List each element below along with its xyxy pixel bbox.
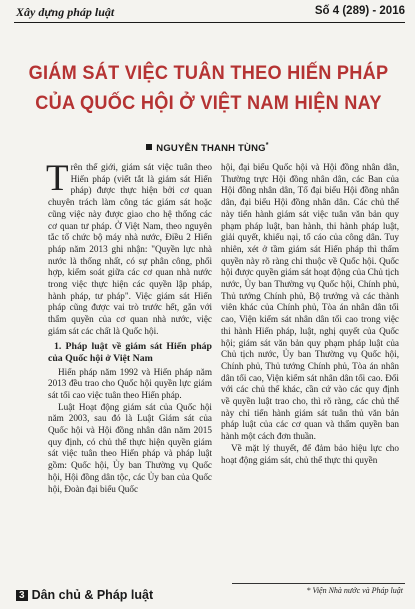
page-footer [16,588,153,602]
body-column-right [221,162,399,466]
paragraph: Hiến pháp năm 1992 và Hiến pháp năm 2013 đều trao cho Quốc hội quyền lực giám sát tối cao việc tuân theo Hiến pháp. [48,366,212,400]
footnote: * Viện Nhà nước và Pháp luật [306,586,403,595]
header-issue: Số 4 (289) - 2016 [314,5,405,17]
article-title [28,58,390,118]
running-header [16,4,405,24]
paragraph: Về mặt lý thuyết, để đảm bảo hiệu lực cho hoạt động giám sát, chủ thể thực thi quyền [221,442,399,465]
paragraph: Trên thế giới, giám sát việc tuân theo Hiến pháp (viết tắt là giám sát Hiến pháp) được thực hiện bởi cơ quan chuyên trách làm công tác giám sát hoặc cũng việc này được giao cho hệ thống các cơ quan tư pháp. Ở Việt Nam, theo nguyên tắc tổ chức bộ máy nhà nước, Điều 2 Hiến pháp năm 2013 ghi nhận: "Quyền lực nhà nước là thống nhất, có sự phân công, phối hợp, kiểm soát giữa các cơ quan nhà nước trong việc thực hiện các quyền lập pháp, hành pháp, tư pháp". Việc giám sát Hiến pháp cũng được vai trò trước hết, gắn với thẩm quyền của cơ quan nhà nước, việc giám sát các chất là Quốc hội. [46,158,212,336]
author-bullet-icon [146,144,152,150]
footnote-rule [232,583,405,584]
body-column-left [46,158,212,495]
paragraph: Luật Hoạt động giám sát của Quốc hội năm 2003, sau đó là Luật Giám sát của Quốc hội và Hội đồng nhân dân năm 2015 quy định, có chủ thể thực hiện quyền giám sát việc tuân theo Hiến pháp và pháp luật gồm: Quốc hội, Ủy ban Thường vụ Quốc hội, Hội đồng dân tộc, các Ủy ban của Quốc hội, Đoàn đại biểu Quốc [48,401,212,494]
drop-cap: T [46,158,69,199]
title-line-1: GIÁM SÁT VIỆC TUÂN THEO HIẾN PHÁP [28,62,389,84]
magazine-name: Dân chủ & Pháp luật [31,588,154,602]
header-section: Xây dựng pháp luật [16,5,115,19]
section-heading: 1. Pháp luật về giám sát Hiến pháp của Quốc hội ở Việt Nam [48,340,212,364]
title-line-2: CỦA QUỐC HỘI Ở VIỆT NAM HIỆN NAY [35,92,382,114]
header-rule [14,22,405,23]
author-footnote-mark: * [265,142,269,149]
author-name: NGUYỄN THANH TÙNG [156,143,266,155]
article-author [0,142,415,154]
page-number: 3 [16,590,28,601]
paragraph: hội, đại biểu Quốc hội và Hội đồng nhân dân, Thường trực Hội đồng nhân dân, các Ban của Hội đồng nhân dân, Tổ đại biểu Hội đồng nhân dân, đại biểu Hội đồng nhân dân. Các chủ thể này tiến hành giám sát việc tuân văn bản quy phạm pháp luật, ban hành, thi hành pháp luật, giải quyết, khiếu nại, tố cáo của công dân. Tuy nhiên, xét ở tầm giám sát Hiến pháp thì thẩm quyền này rõ ràng chỉ thuộc về Quốc hội. Quốc hội được quyền giám sát hoạt động của Chủ tịch nước, Ủy ban Thường vụ Quốc hội, Chính phủ, Thủ tướng Chính phủ, Bộ trưởng và các thành viên khác của Chính phủ, Tòa án nhân dân tối cao, Viện kiểm sát nhân dân tối cao trong việc thi hành Hiến pháp, luật, nghị quyết của Quốc hội; giám sát văn bản quy phạm pháp luật của Chủ tịch nước, Ủy ban Thường vụ Quốc hội, Chính phủ, Thủ tướng Chính phủ, Tòa án nhân dân tối cao, Viện kiểm sát nhân dân tối cao. Đối với các chủ thể khác, cần cứ vào các quy định về quyền luật trao cho, thì rõ ràng, các chủ thể này chỉ tiến hành giám sát tuân thủ văn bản pháp luật của các cơ quan và thẩm quyền ban hành một cách đơn thuần. [221,162,399,442]
